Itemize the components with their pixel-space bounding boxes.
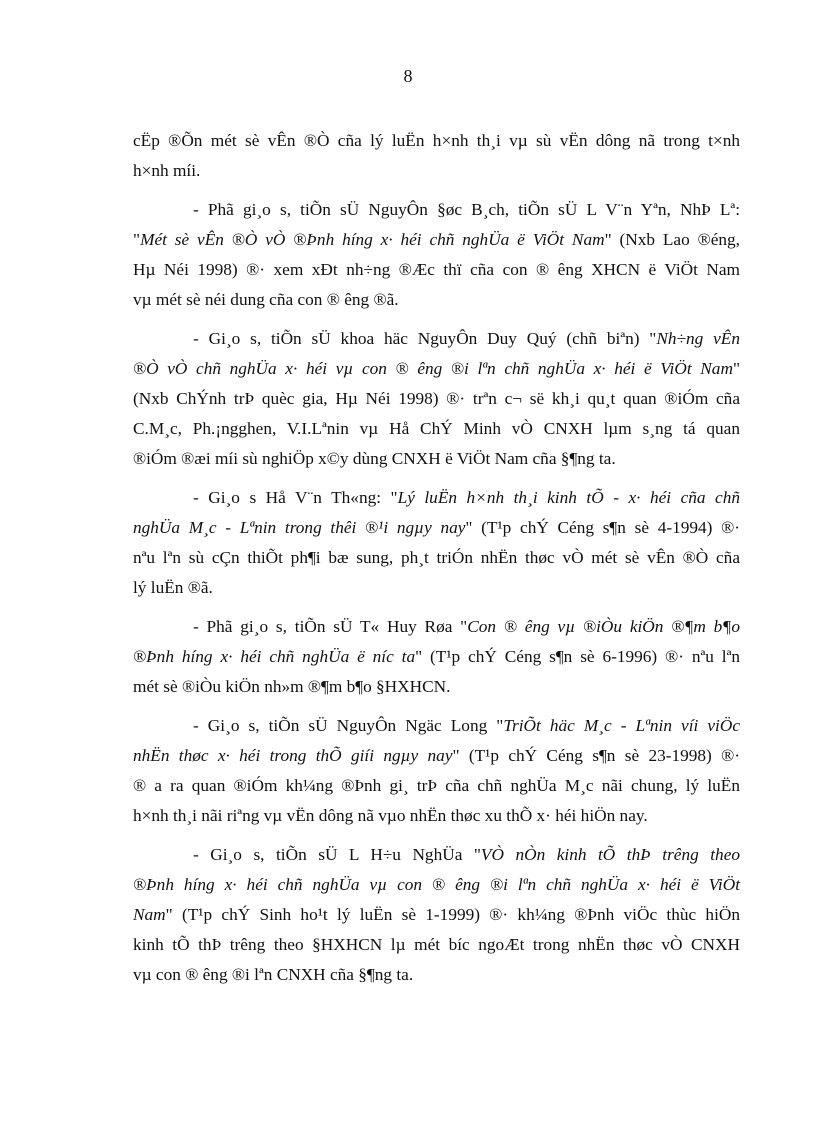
text-run: " (Nxb Lao ®éng, — [604, 230, 740, 249]
text-run: ® a ra quan ®iÓm kh¼ng ®Þnh gi¸ trÞ cña chñ nghÜa M¸c nãi chung, lý luËn — [133, 776, 740, 795]
italic-title-text: Con ® êng vµ ®iÒu kiÖn ®¶m b¶o — [467, 617, 740, 636]
text-line — [133, 543, 740, 573]
text-line — [133, 225, 740, 255]
text-run: " (T¹p chÝ Céng s¶n sè 6-1996) ®· nªu lªn — [415, 647, 740, 666]
text-run: - Gi¸o s, tiÕn sÜ L H÷u NghÜa " — [193, 845, 481, 864]
text-line — [133, 513, 740, 543]
text-line — [133, 840, 740, 870]
paragraph — [133, 612, 740, 702]
text-line — [133, 156, 740, 186]
paragraph — [133, 126, 740, 186]
text-run: ®iÓm ®æi míi sù nghiÖp x©y dùng CNXH ë ViÖt Nam cña §¶ng ta. — [133, 449, 616, 468]
paragraph — [133, 324, 740, 474]
text-run: (Nxb ChÝnh trÞ quèc gia, Hµ Néi 1998) ®· trªn c¬ së kh¸i qu¸t quan ®iÓm cña — [133, 389, 740, 408]
italic-title-text: ®Þnh híng x· héi chñ nghÜa vµ con ® êng ®i lªn chñ nghÜa x· héi ë ViÖt — [133, 875, 740, 894]
text-line — [133, 444, 740, 474]
italic-title-text: nghÜa M¸c - Lªnin trong thêi ®¹i ngµy nay — [133, 518, 466, 537]
text-run: " (T¹p chÝ Céng s¶n sè 4-1994) ®· — [465, 518, 740, 537]
text-run: kinh tÕ thÞ trêng theo §HXHCN lµ mét bíc ngoÆt trong nhËn thøc vÒ CNXH — [133, 935, 740, 954]
text-line — [133, 960, 740, 990]
text-line — [133, 126, 740, 156]
text-run: vµ mét sè néi dung cña con ® êng ®ã. — [133, 290, 399, 309]
text-run: " (T¹p chÝ Céng s¶n sè 23-1998) ®· — [452, 746, 740, 765]
italic-title-text: nhËn thøc x· héi trong thÕ giíi ngµy nay — [133, 746, 453, 765]
italic-title-text: ®Ò vÒ chñ nghÜa x· héi vµ con ® êng ®i lªn chñ nghÜa x· héi ë ViÖt Nam — [133, 359, 733, 378]
italic-title-text: VÒ nÒn kinh tÕ thÞ trêng theo — [480, 845, 741, 864]
text-run: - Phã gi¸o s, tiÕn sÜ NguyÔn §øc B¸ch, tiÕn sÜ L V¨n Yªn, NhÞ Lª: — [193, 200, 740, 219]
text-run: - Gi¸o s, tiÕn sÜ NguyÔn Ngäc Long " — [193, 716, 504, 735]
text-line — [133, 384, 740, 414]
text-run: mét sè ®iÒu kiÖn nh»m ®¶m b¶o §HXHCN. — [133, 677, 451, 696]
text-line — [133, 483, 740, 513]
text-line — [133, 930, 740, 960]
text-line — [133, 672, 740, 702]
text-line — [133, 642, 740, 672]
italic-title-text: Nh÷ng vÊn — [656, 329, 741, 348]
text-line — [133, 771, 740, 801]
text-run: - Gi¸o s Hå V¨n Th«ng: " — [193, 488, 398, 507]
text-run: lý luËn ®ã. — [133, 578, 213, 597]
body-text — [133, 126, 740, 990]
text-run: - Phã gi¸o s, tiÕn sÜ T« Huy Røa " — [193, 617, 468, 636]
text-line — [133, 870, 740, 900]
text-line — [133, 741, 740, 771]
text-line — [133, 285, 740, 315]
text-run: h×nh míi. — [133, 161, 201, 180]
text-line — [133, 711, 740, 741]
italic-title-text: TriÕt häc M¸c - Lªnin víi viÖc — [503, 716, 740, 735]
text-line — [133, 354, 740, 384]
text-run: vµ con ® êng ®i lªn CNXH cña §¶ng ta. — [133, 965, 414, 984]
text-run: " — [133, 230, 141, 249]
text-run: cËp ®Õn mét sè vÊn ®Ò cña lý luËn h×nh th¸i vµ sù vËn dông nã trong t×nh — [133, 131, 740, 150]
text-line — [133, 324, 740, 354]
page-number: 8 — [403, 66, 413, 86]
text-line — [133, 573, 740, 603]
italic-title-text: Mét sè vÊn ®Ò vÒ ®Þnh híng x· héi chñ nghÜa ë ViÖt Nam — [140, 230, 605, 249]
paragraph — [133, 840, 740, 990]
text-line — [133, 801, 740, 831]
paragraph — [133, 711, 740, 831]
paragraph — [133, 483, 740, 603]
text-run: Hµ Néi 1998) ®· xem xÐt nh÷ng ®Æc thï cña con ® êng XHCN ë ViÖt Nam — [133, 260, 740, 279]
paragraph — [133, 195, 740, 315]
text-run: h×nh th¸i nãi riªng vµ vËn dông nã vµo nhËn thøc xu thÕ x· héi hiÖn nay. — [133, 806, 648, 825]
italic-title-text: ®Þnh híng x· héi chñ nghÜa ë níc ta — [133, 647, 416, 666]
text-line — [133, 612, 740, 642]
text-run: " — [732, 359, 740, 378]
text-run: nªu lªn sù cÇn thiÕt ph¶i bæ sung, ph¸t triÓn nhËn thøc vÒ mét sè vÊn ®Ò cña — [133, 548, 740, 567]
text-run: - Gi¸o s, tiÕn sÜ khoa häc NguyÔn Duy Quý (chñ biªn) " — [193, 329, 657, 348]
text-line — [133, 900, 740, 930]
italic-title-text: Lý luËn h×nh th¸i kinh tÕ - x· héi cña chñ — [397, 488, 740, 507]
text-line — [133, 414, 740, 444]
italic-title-text: Nam — [133, 905, 166, 924]
text-line — [133, 255, 740, 285]
text-run: " (T¹p chÝ Sinh ho¹t lý luËn sè 1-1999) ®· kh¼ng ®Þnh viÖc thùc hiÖn — [165, 905, 740, 924]
text-run: C.M¸c, Ph.¡ngghen, V.I.Lªnin vµ Hå ChÝ Minh vÒ CNXH lµm s¸ng tá quan — [133, 419, 740, 438]
text-line — [133, 195, 740, 225]
